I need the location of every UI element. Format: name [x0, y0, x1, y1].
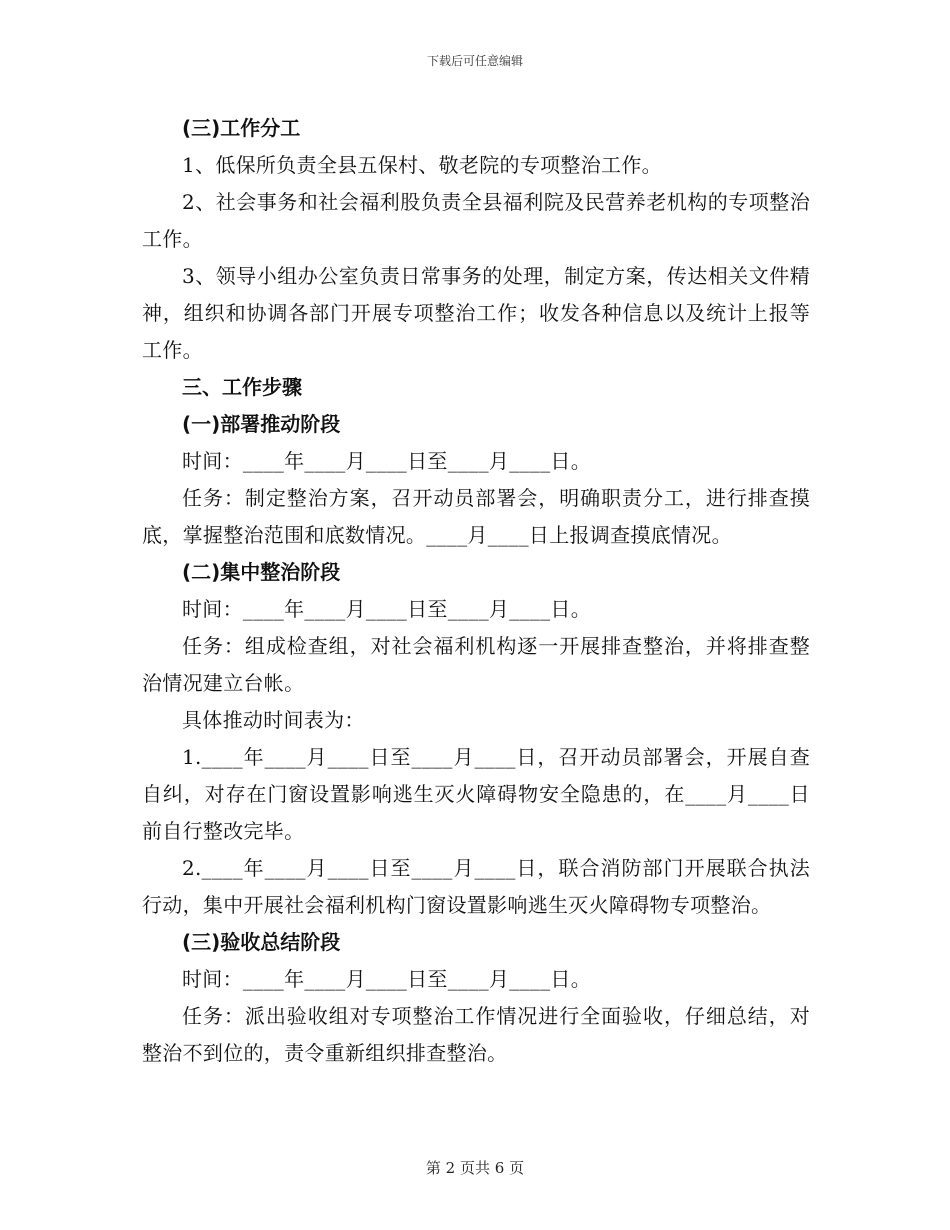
paragraph-stage-3-task: 任务：派出验收组对专项整治工作情况进行全面验收，仔细总结，对整治不到位的，责令重新组织排查整治。 — [142, 1004, 810, 1065]
paragraph-stage-2-schedule-2: 2.____年____月____日至____月____日，联合消防部门开展联合执法行动，集中开展社会福利机构门窗设置影响逃生灭火障碍物专项整治。 — [142, 856, 810, 917]
section-heading-stage-2: (二)集中整治阶段 — [182, 560, 341, 584]
section-heading-stage-1: (一)部署推动阶段 — [182, 412, 341, 436]
section-heading-division: (三)工作分工 — [182, 116, 301, 140]
page-header: 下载后可任意编辑 — [426, 54, 523, 68]
paragraph-division-2: 2、社会事务和社会福利股负责全县福利院及民营养老机构的专项整治工作。 — [142, 190, 810, 251]
page-footer: 第 2 页共 6 页 — [425, 1159, 525, 1177]
paragraph-stage-3-time: 时间：____年____月____日至____月____日。 — [182, 967, 591, 991]
paragraph-stage-2-schedule-1: 1.____年____月____日至____月____日，召开动员部署会，开展自查自纠，对存在门窗设置影响逃生灭火障碍物安全隐患的，在____月____日前自行整改完毕。 — [142, 745, 810, 843]
document-body — [142, 110, 810, 1072]
section-heading-stage-3: (三)验收总结阶段 — [182, 930, 341, 954]
paragraph-division-3: 3、领导小组办公室负责日常事务的处理，制定方案，传达相关文件精神，组织和协调各部门开展专项整治工作；收发各种信息以及统计上报等工作。 — [142, 264, 810, 362]
paragraph-stage-1-time: 时间：____年____月____日至____月____日。 — [182, 449, 591, 473]
paragraph-division-1: 1、低保所负责全县五保村、敬老院的专项整治工作。 — [182, 153, 662, 177]
paragraph-stage-2-time: 时间：____年____月____日至____月____日。 — [182, 597, 591, 621]
paragraph-stage-2-schedule-intro: 具体推动时间表为： — [182, 708, 365, 732]
section-heading-steps: 三、工作步骤 — [182, 375, 302, 399]
paragraph-stage-2-task: 任务：组成检查组，对社会福利机构逐一开展排查整治，并将排查整治情况建立台帐。 — [142, 634, 810, 695]
paragraph-stage-1-task: 任务：制定整治方案，召开动员部署会，明确职责分工，进行排查摸底，掌握整治范围和底数情况。____月____日上报调查摸底情况。 — [142, 486, 810, 547]
